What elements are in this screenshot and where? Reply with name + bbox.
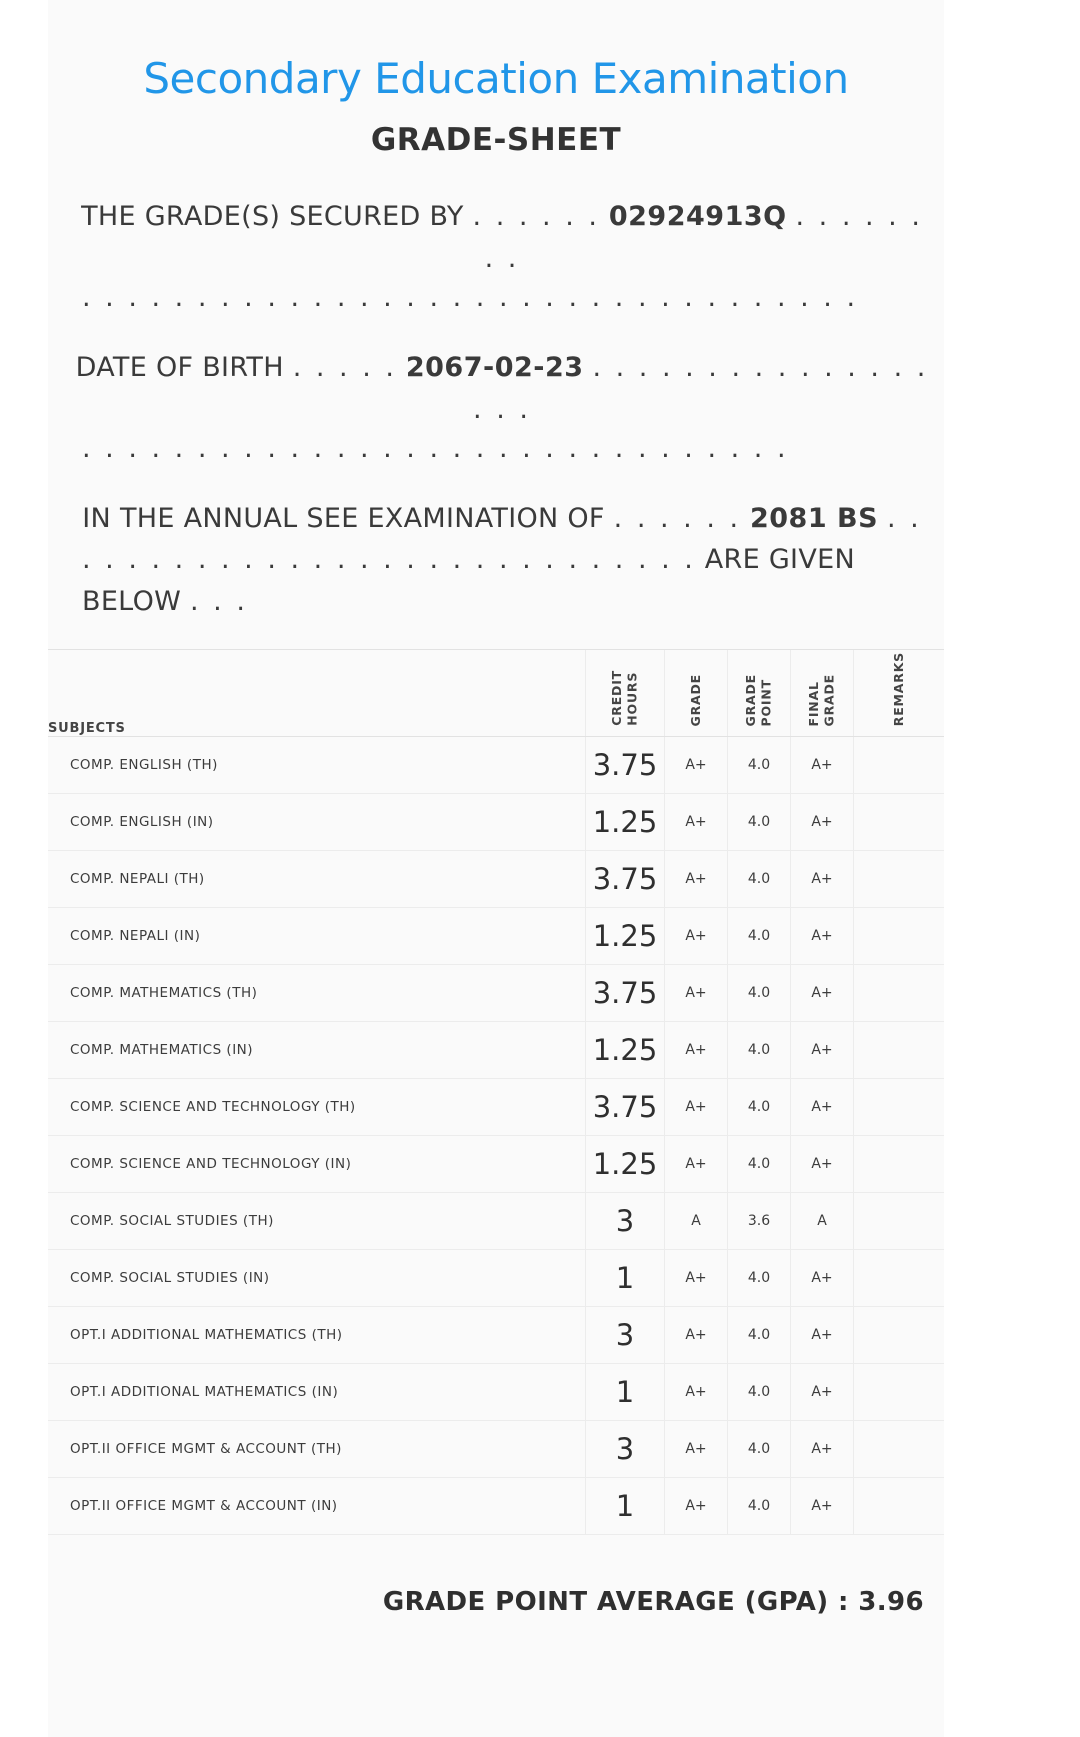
table-row <box>48 1421 944 1478</box>
cell-remarks <box>854 965 945 1022</box>
document-header <box>48 0 944 158</box>
cell-subject: COMP. NEPALI (TH) <box>48 851 586 908</box>
header-credit-hours-line1: CREDIT <box>609 670 625 727</box>
date-of-birth-value: 2067-02-23 <box>405 351 584 383</box>
cell-credit-hours: 3 <box>586 1307 665 1364</box>
cell-credit-hours: 3 <box>586 1193 665 1250</box>
cell-grade-point: 4.0 <box>728 908 791 965</box>
grade-sheet-page <box>48 0 944 1737</box>
cell-credit-hours: 3.75 <box>586 737 665 794</box>
cell-grade: A <box>665 1193 728 1250</box>
header-remarks <box>854 650 945 737</box>
exam-dots-3: . . . . . . . . . . . . . . . . . . . . . . . . . . . <box>82 544 696 576</box>
exam-label: IN THE ANNUAL SEE EXAMINATION OF <box>82 502 605 534</box>
header-remarks-label: REMARKS <box>891 651 907 727</box>
table-row <box>48 1250 944 1307</box>
cell-final-grade: A+ <box>791 1022 854 1079</box>
table-row <box>48 1364 944 1421</box>
cell-credit-hours: 3.75 <box>586 1079 665 1136</box>
date-of-birth-row <box>74 347 930 464</box>
header-grade-point-line1: GRADE <box>743 673 759 727</box>
header-credit-hours-line2: HOURS <box>625 672 640 727</box>
cell-final-grade: A+ <box>791 1307 854 1364</box>
page-title: Secondary Education Examination <box>143 54 849 103</box>
cell-remarks <box>854 1136 945 1193</box>
cell-grade: A+ <box>665 1364 728 1421</box>
table-row <box>48 908 944 965</box>
given-below-dots: . . . <box>190 586 248 618</box>
cell-subject: COMP. ENGLISH (TH) <box>48 737 586 794</box>
cell-final-grade: A+ <box>791 1250 854 1307</box>
cell-subject: OPT.I ADDITIONAL MATHEMATICS (TH) <box>48 1307 586 1364</box>
cell-subject: COMP. SCIENCE AND TECHNOLOGY (TH) <box>48 1079 586 1136</box>
header-grade <box>665 650 728 737</box>
date-of-birth-label: DATE OF BIRTH <box>75 351 284 383</box>
cell-grade-point: 4.0 <box>728 794 791 851</box>
cell-grade-point: 4.0 <box>728 1022 791 1079</box>
symbol-number-value: 02924913Q <box>608 201 787 233</box>
cell-final-grade: A+ <box>791 1421 854 1478</box>
cell-grade: A+ <box>665 794 728 851</box>
cell-remarks <box>854 1478 945 1535</box>
cell-grade-point: 4.0 <box>728 1136 791 1193</box>
cell-remarks <box>854 1079 945 1136</box>
header-final-grade-line2: GRADE <box>822 673 837 727</box>
cell-grade: A+ <box>665 737 728 794</box>
header-credit-hours <box>586 650 665 737</box>
exam-year-value: 2081 BS <box>749 502 879 534</box>
cell-credit-hours: 1 <box>586 1364 665 1421</box>
cell-final-grade: A+ <box>791 908 854 965</box>
cell-grade-point: 3.6 <box>728 1193 791 1250</box>
table-row <box>48 1136 944 1193</box>
grades-table <box>48 649 944 1535</box>
cell-grade-point: 4.0 <box>728 1250 791 1307</box>
student-info-block <box>48 196 944 623</box>
cell-grade-point: 4.0 <box>728 1307 791 1364</box>
header-grade-point-label <box>743 674 774 726</box>
grades-table-body <box>48 737 944 1535</box>
cell-final-grade: A+ <box>791 851 854 908</box>
cell-final-grade: A+ <box>791 737 854 794</box>
cell-subject: COMP. SOCIAL STUDIES (IN) <box>48 1250 586 1307</box>
cell-grade: A+ <box>665 1307 728 1364</box>
given-below-label: ARE GIVEN BELOW <box>82 544 855 618</box>
table-row <box>48 1193 944 1250</box>
cell-subject: COMP. SCIENCE AND TECHNOLOGY (IN) <box>48 1136 586 1193</box>
cell-grade-point: 4.0 <box>728 851 791 908</box>
dob-dots-1: . . . . . <box>292 351 397 383</box>
cell-credit-hours: 1.25 <box>586 1136 665 1193</box>
cell-final-grade: A+ <box>791 1478 854 1535</box>
header-grade-label: GRADE <box>688 673 704 727</box>
cell-remarks <box>854 1022 945 1079</box>
cell-credit-hours: 1.25 <box>586 794 665 851</box>
cell-remarks <box>854 794 945 851</box>
cell-credit-hours: 3 <box>586 1421 665 1478</box>
cell-grade: A+ <box>665 1136 728 1193</box>
header-final-grade-line1: FINAL <box>806 680 822 727</box>
cell-remarks <box>854 1421 945 1478</box>
cell-credit-hours: 1.25 <box>586 908 665 965</box>
cell-remarks <box>854 1250 945 1307</box>
cell-remarks <box>854 1364 945 1421</box>
gpa-summary: GRADE POINT AVERAGE (GPA) : 3.96 <box>382 1587 924 1618</box>
cell-grade-point: 4.0 <box>728 1421 791 1478</box>
dob-dots-2: . . . . . . . . . . . . . . . . . . <box>473 351 929 425</box>
cell-final-grade: A+ <box>791 965 854 1022</box>
table-row <box>48 851 944 908</box>
cell-subject: COMP. MATHEMATICS (TH) <box>48 965 586 1022</box>
table-row <box>48 794 944 851</box>
cell-subject: OPT.I ADDITIONAL MATHEMATICS (IN) <box>48 1364 586 1421</box>
header-grade-point <box>728 650 791 737</box>
cell-credit-hours: 1.25 <box>586 1022 665 1079</box>
cell-final-grade: A+ <box>791 1364 854 1421</box>
cell-grade-point: 4.0 <box>728 1079 791 1136</box>
cell-subject: COMP. SOCIAL STUDIES (TH) <box>48 1193 586 1250</box>
cell-grade: A+ <box>665 851 728 908</box>
footer-spacer <box>48 1617 944 1737</box>
cell-grade: A+ <box>665 965 728 1022</box>
cell-grade-point: 4.0 <box>728 965 791 1022</box>
exam-dots-1: . . . . . . <box>613 502 742 534</box>
cell-remarks <box>854 1193 945 1250</box>
table-header-row <box>48 650 944 737</box>
cell-subject: OPT.II OFFICE MGMT & ACCOUNT (IN) <box>48 1478 586 1535</box>
header-grade-point-line2: POINT <box>759 678 774 727</box>
cell-final-grade: A+ <box>791 794 854 851</box>
cell-credit-hours: 1 <box>586 1250 665 1307</box>
dob-dots-3: . . . . . . . . . . . . . . . . . . . . . . . . . . . . . . . <box>82 432 789 464</box>
cell-credit-hours: 3.75 <box>586 965 665 1022</box>
cell-subject: OPT.II OFFICE MGMT & ACCOUNT (TH) <box>48 1421 586 1478</box>
cell-remarks <box>854 737 945 794</box>
cell-subject: COMP. MATHEMATICS (IN) <box>48 1022 586 1079</box>
cell-remarks <box>854 1307 945 1364</box>
cell-subject: COMP. ENGLISH (IN) <box>48 794 586 851</box>
cell-grade: A+ <box>665 908 728 965</box>
table-row <box>48 1022 944 1079</box>
secured-by-dots-3: . . . . . . . . . . . . . . . . . . . . . . . . . . . . . . . . . . <box>82 281 859 313</box>
cell-credit-hours: 3.75 <box>586 851 665 908</box>
cell-grade-point: 4.0 <box>728 737 791 794</box>
secured-by-dots-2: . . . . . . . . <box>484 201 923 275</box>
secured-by-label: THE GRADE(S) SECURED BY <box>81 201 464 233</box>
header-final-grade <box>791 650 854 737</box>
cell-remarks <box>854 851 945 908</box>
page-subtitle: GRADE-SHEET <box>370 122 622 159</box>
cell-grade-point: 4.0 <box>728 1478 791 1535</box>
cell-grade: A+ <box>665 1478 728 1535</box>
cell-final-grade: A+ <box>791 1136 854 1193</box>
cell-final-grade: A+ <box>791 1079 854 1136</box>
secured-by-row <box>74 196 930 313</box>
secured-by-dots-1: . . . . . . <box>472 201 600 233</box>
cell-grade: A+ <box>665 1079 728 1136</box>
header-subjects: SUBJECTS <box>48 650 586 737</box>
cell-remarks <box>854 908 945 965</box>
header-final-grade-label <box>806 674 837 726</box>
table-row <box>48 965 944 1022</box>
cell-grade: A+ <box>665 1250 728 1307</box>
table-row <box>48 737 944 794</box>
table-row <box>48 1478 944 1535</box>
cell-subject: COMP. NEPALI (IN) <box>48 908 586 965</box>
table-row <box>48 1307 944 1364</box>
cell-grade-point: 4.0 <box>728 1364 791 1421</box>
cell-grade: A+ <box>665 1022 728 1079</box>
cell-credit-hours: 1 <box>586 1478 665 1535</box>
header-credit-hours-label <box>609 670 640 726</box>
cell-final-grade: A <box>791 1193 854 1250</box>
exam-dots-2: . . <box>886 502 922 534</box>
table-row <box>48 1079 944 1136</box>
cell-grade: A+ <box>665 1421 728 1478</box>
exam-year-row <box>74 498 930 624</box>
